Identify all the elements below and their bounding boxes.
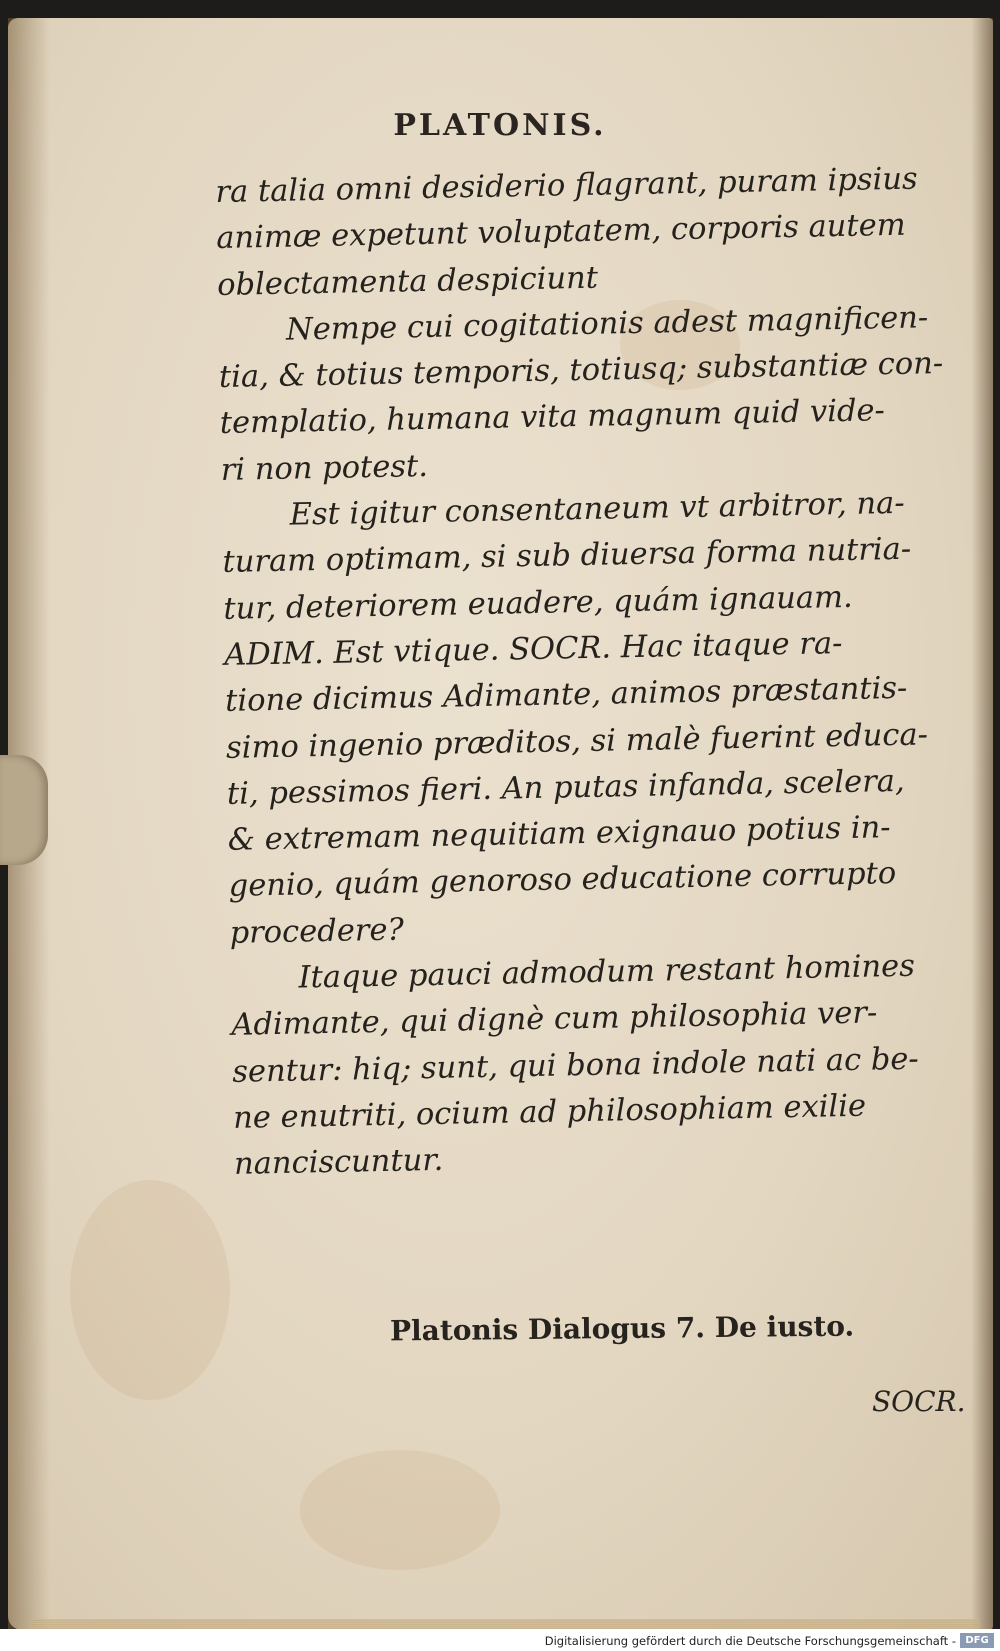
text-line: tur, deteriorem euadere, quám ignauam. [223, 579, 853, 627]
page-edges [30, 1619, 980, 1629]
text-line: templatio, humana vita magnum quid vide- [219, 393, 886, 442]
catchword: SOCR. [872, 1385, 966, 1418]
text-line: & extremam nequitiam exignauo potius in- [227, 810, 891, 859]
text-line: procedere? [229, 912, 405, 951]
text-line: Est igitur consentaneum vt arbitror, na- [289, 485, 905, 533]
text-line: tione dicimus Adimante, animos præstantis- [224, 671, 908, 720]
text-line: ne enutriti, ocium ad philosophiam exilie [232, 1088, 867, 1136]
text-line: ri non potest. [220, 448, 429, 488]
paper-stain [300, 1450, 500, 1570]
funding-credit: Digitalisierung gefördert durch die Deutsche Forschungsgemeinschaft - [544, 1634, 956, 1648]
text-line: oblectamenta despiciunt [216, 260, 599, 303]
text-line: tia, & totius temporis, totiusq; substantiæ con- [218, 346, 944, 396]
text-line: ra talia omni desiderio flagrant, puram ipsius [215, 161, 918, 210]
paper-stain [70, 1180, 230, 1400]
text-line: animæ expetunt voluptatem, corporis autem [215, 208, 906, 257]
text-line: turam optimam, si sub diuersa forma nutria- [222, 532, 912, 581]
text-line: Nempe cui cogitationis adest magnificen- [285, 300, 929, 348]
text-line: ti, pessimos fieri. An putas infanda, scelera, [226, 763, 905, 812]
text-line: Itaque pauci admodum restant homines [298, 948, 916, 996]
dfg-logo: DFG [960, 1633, 994, 1648]
text-line: Adimante, qui dignè cum philosophia ver- [231, 995, 878, 1044]
fore-edge-shadow [971, 18, 993, 1630]
text-line: genio, quám genoroso educatione corrupto [228, 856, 897, 905]
body-text [215, 156, 976, 1189]
text-line: simo ingenio præditos, si malè fuerint educa- [225, 716, 929, 766]
text-line: sentur: hiq; sunt, qui bona indole nati ac be- [231, 1041, 919, 1090]
binding-tab [0, 755, 48, 865]
dialogue-heading: Platonis Dialogus 7. De iusto. [389, 1309, 855, 1348]
footer-bar [0, 1629, 1000, 1651]
text-line: nanciscuntur. [233, 1143, 444, 1183]
text-line: ADIM. Est vtique. SOCR. Hac itaque ra- [223, 626, 843, 673]
running-head: PLATONIS. [393, 108, 607, 143]
